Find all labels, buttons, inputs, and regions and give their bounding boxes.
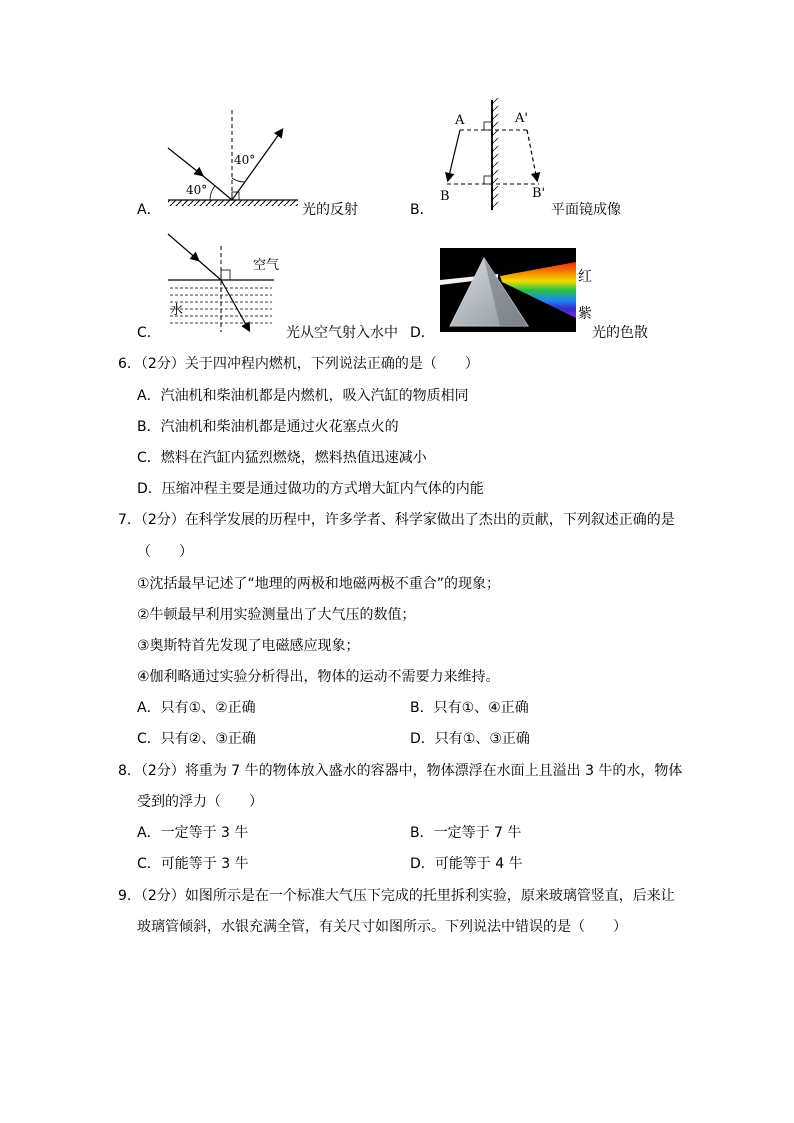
option-a-caption: 光的反射 <box>302 202 358 218</box>
q7-option-d[interactable]: D．只有①、③正确 <box>410 731 530 747</box>
angle-label-bottom: 40° <box>186 183 208 197</box>
angle-label-top: 40° <box>234 153 256 167</box>
q6-stem: 6．（2分）关于四冲程内燃机，下列说法正确的是（ ） <box>118 356 479 372</box>
q8-stem-line2: 受到的浮力（ ） <box>137 794 263 810</box>
q6-option-d[interactable]: D．压缩冲程主要是通过做功的方式增大缸内气体的内能 <box>137 481 484 497</box>
option-b-letter[interactable]: B． <box>410 202 434 218</box>
option-b-caption: 平面镜成像 <box>551 202 621 218</box>
point-b-label: B <box>440 189 450 204</box>
q8-option-a[interactable]: A．一定等于 3 牛 <box>137 825 249 841</box>
q7-statement-2: ②牛顿最早利用实验测量出了大气压的数值； <box>137 607 416 623</box>
q7-statement-4: ④伽利略通过实验分析得出，物体的运动不需要力来维持。 <box>137 669 500 685</box>
air-label: 空气 <box>253 258 280 273</box>
option-c-caption: 光从空气射入水中 <box>286 325 398 341</box>
q8-option-b[interactable]: B．一定等于 7 牛 <box>410 825 522 841</box>
q7-statement-3: ③奥斯特首先发现了电磁感应现象； <box>137 638 360 654</box>
q7-stem-line1: 7．（2分）在科学发展的历程中，许多学者、科学家做出了杰出的贡献，下列叙述正确的是 <box>118 512 675 528</box>
q6-option-c[interactable]: C．燃料在汽缸内猛烈燃烧，燃料热值迅速减小 <box>137 450 427 466</box>
q9-stem-line2: 玻璃管倾斜，水银充满全管，有关尺寸如图所示。下列说法中错误的是（ ） <box>137 919 627 935</box>
q7-option-c[interactable]: C．只有②、③正确 <box>137 731 256 747</box>
point-a-label: A <box>455 113 465 128</box>
option-d-caption: 光的色散 <box>592 325 648 341</box>
q9-stem-line1: 9．（2分）如图所示是在一个标准大气压下完成的托里拆利实验，原来玻璃管竖直，后来让 <box>118 888 675 904</box>
plane-mirror-figure <box>435 98 550 213</box>
option-a-letter[interactable]: A． <box>137 202 161 218</box>
reflection-figure <box>160 108 300 213</box>
refraction-figure <box>164 232 286 336</box>
q6-option-b[interactable]: B．汽油机和柴油机都是通过火花塞点火的 <box>137 419 399 435</box>
prism-dispersion-image <box>440 248 576 332</box>
point-a-prime-label: A' <box>515 111 528 126</box>
q7-statement-1: ①沈括最早记述了“地理的两极和地磁两极不重合”的现象； <box>137 576 501 592</box>
violet-label: 紫 <box>578 306 592 322</box>
q8-option-d[interactable]: D．可能等于 4 牛 <box>410 856 523 872</box>
q8-stem-line1: 8．（2分）将重为 7 牛的物体放入盛水的容器中，物体漂浮在水面上且溢出 3 牛的水，物体 <box>118 763 683 779</box>
q6-option-a[interactable]: A．汽油机和柴油机都是内燃机，吸入汽缸的物质相同 <box>137 388 469 404</box>
q7-stem-line2: （ ） <box>137 544 193 560</box>
option-d-letter[interactable]: D． <box>410 325 435 341</box>
option-c-letter[interactable]: C． <box>137 325 161 341</box>
red-label: 红 <box>578 269 592 285</box>
q8-option-c[interactable]: C．可能等于 3 牛 <box>137 856 249 872</box>
q7-option-b[interactable]: B．只有①、④正确 <box>410 700 529 716</box>
point-b-prime-label: B' <box>532 186 546 201</box>
water-label: 水 <box>170 303 184 318</box>
q7-option-a[interactable]: A．只有①、②正确 <box>137 700 256 716</box>
